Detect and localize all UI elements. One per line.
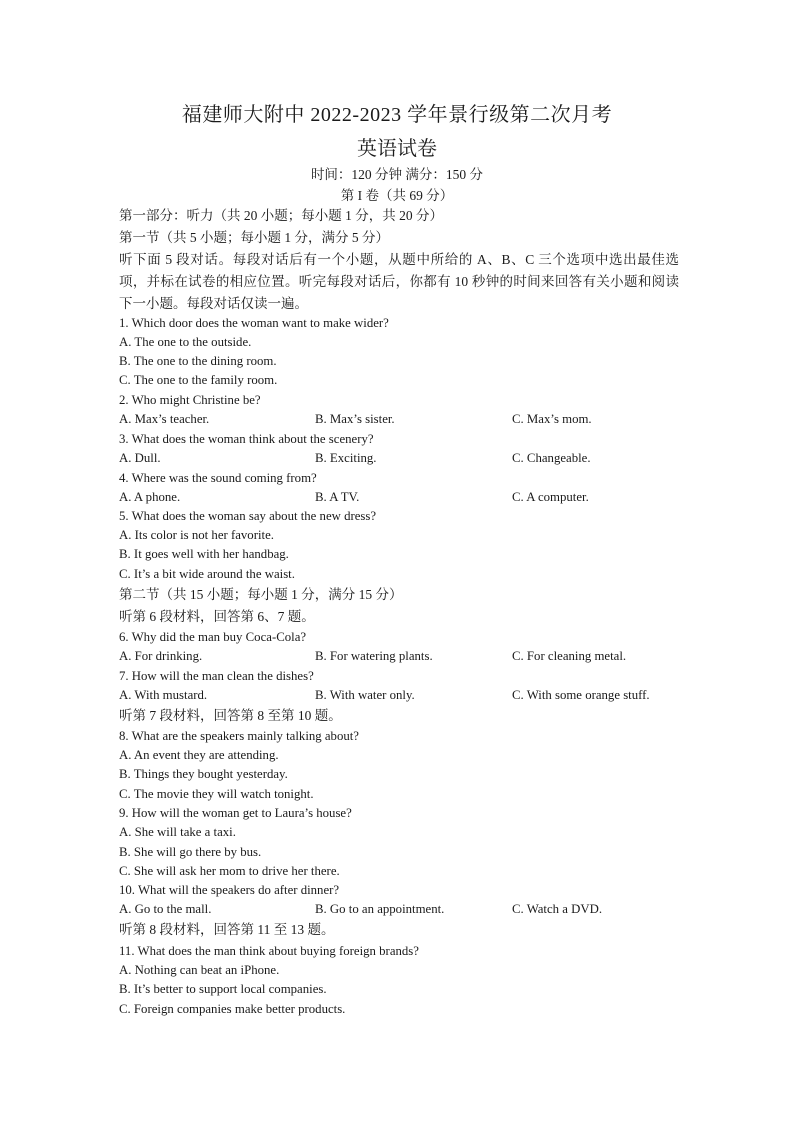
option-b: B. She will go there by bus. [119,845,262,859]
option-b: B. It’s better to support local companies. [119,982,327,996]
option-c: C. For cleaning metal. [512,649,627,663]
question-stem: 10. What will the speakers do after dinner? [119,883,340,897]
option-a: A. A phone. [119,490,181,504]
material-heading: 听第 6 段材料，回答第 6、7 题。 [119,609,315,624]
question-stem: 7. How will the man clean the dishes? [119,669,314,683]
option-c: C. The movie they will watch tonight. [119,787,314,801]
question-stem: 5. What does the woman say about the new dress? [119,509,377,523]
option-c: C. Foreign companies make better products. [119,1002,346,1016]
option-c: C. Changeable. [512,451,591,465]
question-stem: 3. What does the woman think about the scenery? [119,432,374,446]
option-c: C. A computer. [512,490,589,504]
option-a: A. The one to the outside. [119,335,252,349]
question-stem: 11. What does the man think about buying foreign brands? [119,944,419,958]
option-a: A. Go to the mall. [119,902,212,916]
option-c: C. She will ask her mom to drive her there. [119,864,340,878]
option-b: B. Go to an appointment. [315,902,445,916]
question-stem: 6. Why did the man buy Coca-Cola? [119,630,307,644]
section1-heading: 第一节（共 5 小题；每小题 1 分，满分 5 分） [119,230,389,245]
question-stem: 1. Which door does the woman want to make wider? [119,316,389,330]
option-c: C. With some orange stuff. [512,688,650,702]
option-a: A. Max’s teacher. [119,412,210,426]
option-a: A. An event they are attending. [119,748,279,762]
option-a: A. Its color is not her favorite. [119,528,274,542]
option-b: B. Things they bought yesterday. [119,767,288,781]
option-b: B. Max’s sister. [315,412,395,426]
option-a: A. With mustard. [119,688,208,702]
option-b: B. A TV. [315,490,360,504]
exam-title: 福建师大附中 2022-2023 学年景行级第二次月考 [181,104,613,126]
exam-subtitle: 英语试卷 [357,138,437,160]
volume-heading: 第 I 卷（共 69 分） [340,188,454,203]
option-c: C. The one to the family room. [119,373,278,387]
option-b: B. For watering plants. [315,649,433,663]
option-a: A. Nothing can beat an iPhone. [119,963,280,977]
option-b: B. With water only. [315,688,415,702]
material-heading: 听第 7 段材料，回答第 8 至第 10 题。 [119,708,342,723]
option-c: C. Max’s mom. [512,412,592,426]
option-b: B. The one to the dining room. [119,354,277,368]
question-stem: 9. How will the woman get to Laura’s house? [119,806,352,820]
option-b: B. It goes well with her handbag. [119,547,289,561]
part1-heading: 第一部分：听力（共 20 小题；每小题 1 分，共 20 分） [119,208,443,223]
option-a: A. For drinking. [119,649,203,663]
section2-heading: 第二节（共 15 小题；每小题 1 分，满分 15 分） [119,587,403,602]
option-a: A. She will take a taxi. [119,825,236,839]
material-heading: 听第 8 段材料，回答第 11 至 13 题。 [119,922,335,937]
question-stem: 8. What are the speakers mainly talking about? [119,729,359,743]
option-c: C. It’s a bit wide around the waist. [119,567,295,581]
option-a: A. Dull. [119,451,161,465]
question-stem: 4. Where was the sound coming from? [119,471,317,485]
question-stem: 2. Who might Christine be? [119,393,261,407]
option-b: B. Exciting. [315,451,377,465]
option-c: C. Watch a DVD. [512,902,603,916]
exam-meta: 时间：120 分钟 满分：150 分 [310,167,484,182]
instructions: 听下面 5 段对话。每段对话后有一个小题，从题中所给的 A、B、C 三个选项中选出最佳选项，并标在试卷的相应位置。听完每段对话后，你都有 10 秒钟的时间来回答有关小题和阅读下一小题。每段对话仅读一遍。 [119,252,679,311]
